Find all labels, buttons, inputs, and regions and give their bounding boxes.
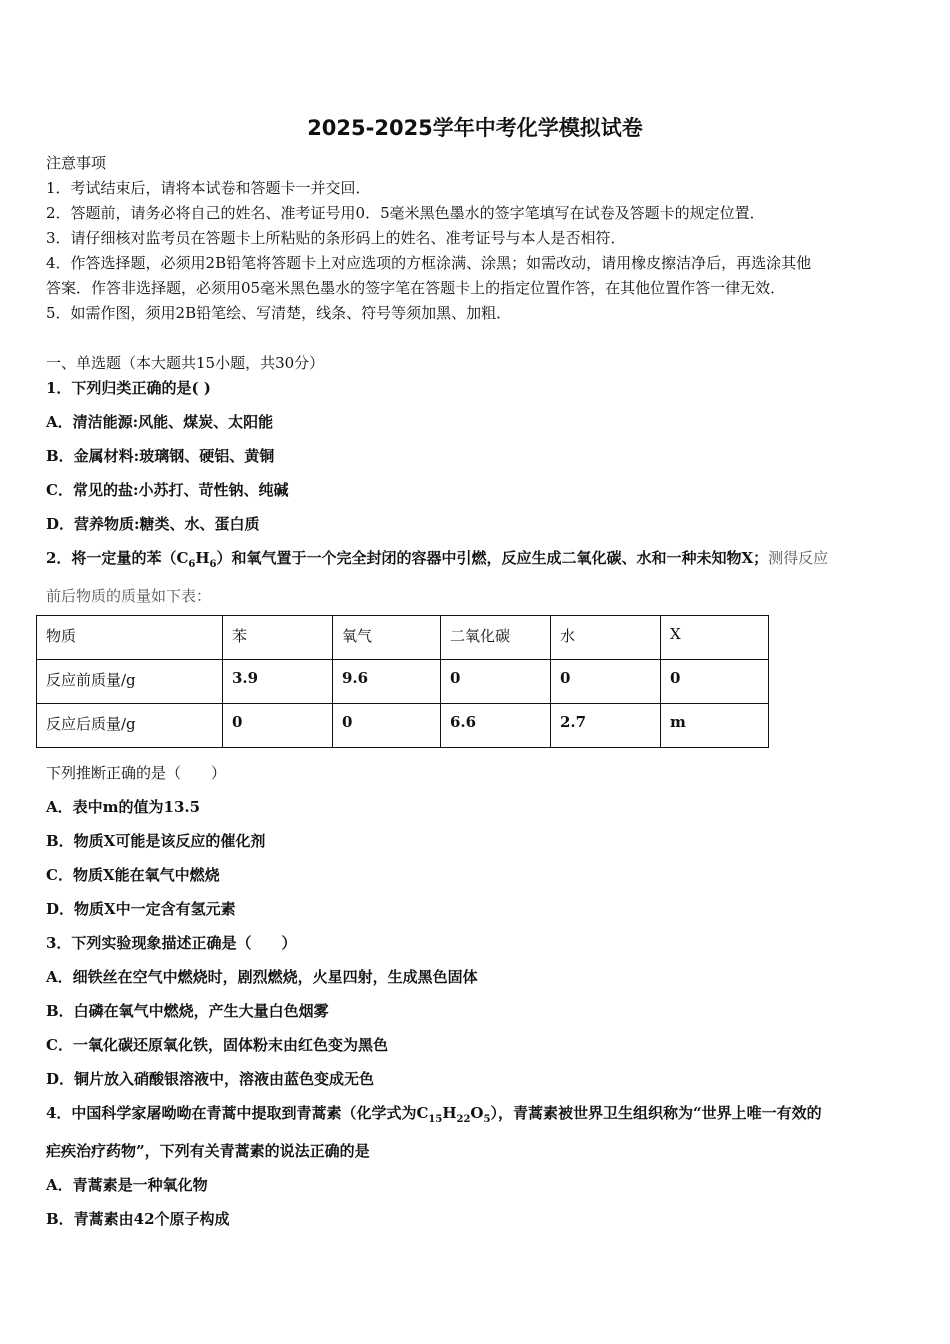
table-cell: 苯 — [223, 616, 333, 660]
table-cell: 氧气 — [333, 616, 441, 660]
notice-item: 答案．作答非选择题，必须用05毫米黑色墨水的签字笔在答题卡上的指定位置作答，在其他位置作答一律无效． — [46, 279, 786, 297]
question-4-stem: 4．中国科学家屠呦呦在青蒿中提取到青蒿素（化学式为$C_{15}H_{22}O_5$），青蒿素被世界卫生组织称为“世界上唯一有效的 — [46, 1104, 822, 1125]
q1-option-a: A．清洁能源:风能、煤炭、太阳能 — [46, 413, 274, 431]
q1-option-b: B．金属材料:玻璃钢、硬铝、黄铜 — [46, 447, 275, 465]
notice-item: 4．作答选择题，必须用2B铅笔将答题卡上对应选项的方框涂满、涂黑；如需改动，请用橡皮擦洁净后，再选涂其他 — [46, 254, 812, 272]
page-title: 2025-2025学年中考化学模拟试卷 — [307, 116, 643, 140]
question-2-stem: 2．将一定量的苯$(C_6H_6)$和氧气置于一个完全封闭的容器中引燃，反应生成二氧化碳、水和一种未知物X；测得反应 — [46, 549, 829, 570]
q2-option-d: D．物质X中一定含有氢元素 — [46, 900, 236, 918]
table-row — [37, 660, 769, 704]
table-header-row — [37, 616, 769, 660]
table-cell: 0 — [223, 704, 333, 748]
q3-option-c: C．一氧化碳还原氧化铁，固体粉末由红色变为黑色 — [46, 1036, 388, 1054]
q4-option-a: A．青蒿素是一种氧化物 — [46, 1176, 208, 1194]
notice-item: 3．请仔细核对监考员在答题卡上所粘贴的条形码上的姓名、准考证号与本人是否相符． — [46, 229, 626, 247]
q4-option-b: B．青蒿素由42个原子构成 — [46, 1210, 230, 1228]
table-cell: 3.9 — [223, 660, 333, 704]
question-2-prompt: 下列推断正确的是（ ） — [46, 764, 227, 782]
table-cell: 反应后质量/g — [37, 704, 223, 748]
table-cell: 0 — [551, 660, 661, 704]
q1-option-c: C．常见的盐:小苏打、苛性钠、纯碱 — [46, 481, 289, 499]
q2-option-b: B．物质X可能是该反应的催化剂 — [46, 832, 266, 850]
table-cell: 0 — [441, 660, 551, 704]
table-cell: 二氧化碳 — [441, 616, 551, 660]
table-cell: 0 — [661, 660, 769, 704]
table-cell: m — [661, 704, 769, 748]
q1-option-d: D．营养物质:糖类、水、蛋白质 — [46, 515, 260, 533]
section-heading: 一、单选题（本大题共15小题，共30分） — [46, 354, 325, 372]
table-cell: 物质 — [37, 616, 223, 660]
notice-item: 2．答题前，请务必将自己的姓名、准考证号用0．5毫米黑色墨水的签字笔填写在试卷及答题卡的规定位置． — [46, 204, 765, 222]
table-row — [37, 704, 769, 748]
question-4-stem-line2: 疟疾治疗药物”，下列有关青蒿素的说法正确的是 — [46, 1142, 370, 1160]
mass-table — [36, 615, 769, 748]
q2-option-a: A．表中m的值为13.5 — [46, 798, 201, 816]
table-cell: 2.7 — [551, 704, 661, 748]
table-cell: 水 — [551, 616, 661, 660]
notice-heading: 注意事项 — [46, 154, 107, 172]
question-2-stem-line2: 前后物质的质量如下表： — [46, 587, 212, 605]
q3-option-b: B．白磷在氧气中燃烧，产生大量白色烟雾 — [46, 1002, 329, 1020]
table-cell: X — [661, 616, 769, 660]
table-cell: 反应前质量/g — [37, 660, 223, 704]
q3-option-a: A．细铁丝在空气中燃烧时，剧烈燃烧，火星四射，生成黑色固体 — [46, 968, 478, 986]
table-cell: 9.6 — [333, 660, 441, 704]
question-3-stem: 3．下列实验现象描述正确是（ ） — [46, 934, 297, 952]
notice-item: 1．考试结束后，请将本试卷和答题卡一并交回． — [46, 179, 371, 197]
question-1-stem: 1．下列归类正确的是( ) — [46, 379, 211, 397]
table-cell: 6.6 — [441, 704, 551, 748]
table-cell: 0 — [333, 704, 441, 748]
q3-option-d: D．铜片放入硝酸银溶液中，溶液由蓝色变成无色 — [46, 1070, 375, 1088]
q2-option-c: C．物质X能在氧气中燃烧 — [46, 866, 220, 884]
notice-item: 5．如需作图，须用2B铅笔绘、写清楚，线条、符号等须加黑、加粗． — [46, 304, 512, 322]
